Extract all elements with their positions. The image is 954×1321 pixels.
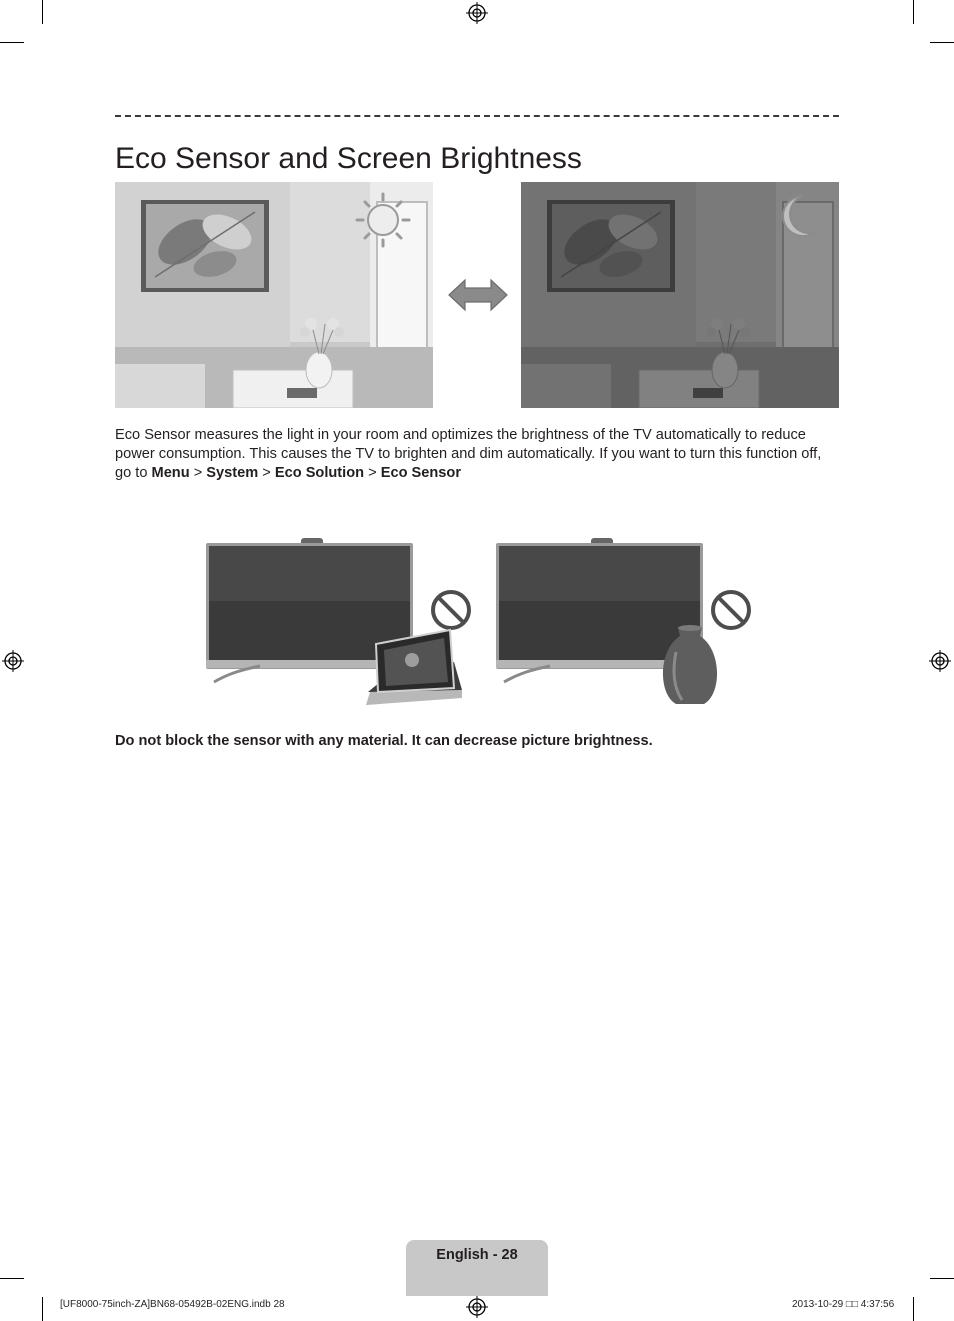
page-title: Eco Sensor and Screen Brightness [115,142,582,176]
crop-mark [42,0,43,24]
menu-path-item: Eco Sensor [380,465,462,481]
crop-mark [930,1278,954,1279]
section-divider [115,115,839,117]
registration-mark-icon [2,650,24,672]
crop-mark [930,42,954,43]
prohibited-icon [433,592,469,628]
menu-path-separator: > [262,465,271,481]
print-slug-datetime: 2013-10-29 □□ 4:37:56 [792,1299,895,1310]
description-text: Eco Sensor measures the light in your room and optimizes the brightness of the TV automatically to reduce power consumption. This causes the TV to brighten and dim automatically. If you want to turn this function off, go to [115,427,822,481]
registration-mark-icon [929,650,951,672]
prohibited-icon [713,592,749,628]
tv-blocked-by-vase-illustration [490,532,766,718]
bright-room-illustration [115,182,433,408]
warning-note: Do not block the sensor with any material. It can decrease picture brightness. [115,733,653,749]
crop-mark [0,42,24,43]
crop-mark [913,1297,914,1321]
menu-path-separator: > [368,465,377,481]
menu-path-item: System [206,465,259,481]
registration-mark-icon [466,2,488,24]
menu-path-separator: > [193,465,203,481]
dim-room-illustration [521,182,839,408]
crop-mark [42,1297,43,1321]
description-paragraph [115,426,841,483]
tv-blocked-by-frame-illustration [200,532,476,718]
crop-mark [913,0,914,24]
registration-mark-icon [466,1296,488,1318]
crop-mark [0,1278,24,1279]
print-slug-file: [UF8000-75inch-ZA]BN68-05492B-02ENG.indb 28 [60,1299,285,1310]
menu-path-item: Eco Solution [274,465,365,481]
menu-path-item: Menu [151,465,190,481]
double-arrow-icon [447,278,509,312]
page-number: English - 28 [436,1247,518,1263]
